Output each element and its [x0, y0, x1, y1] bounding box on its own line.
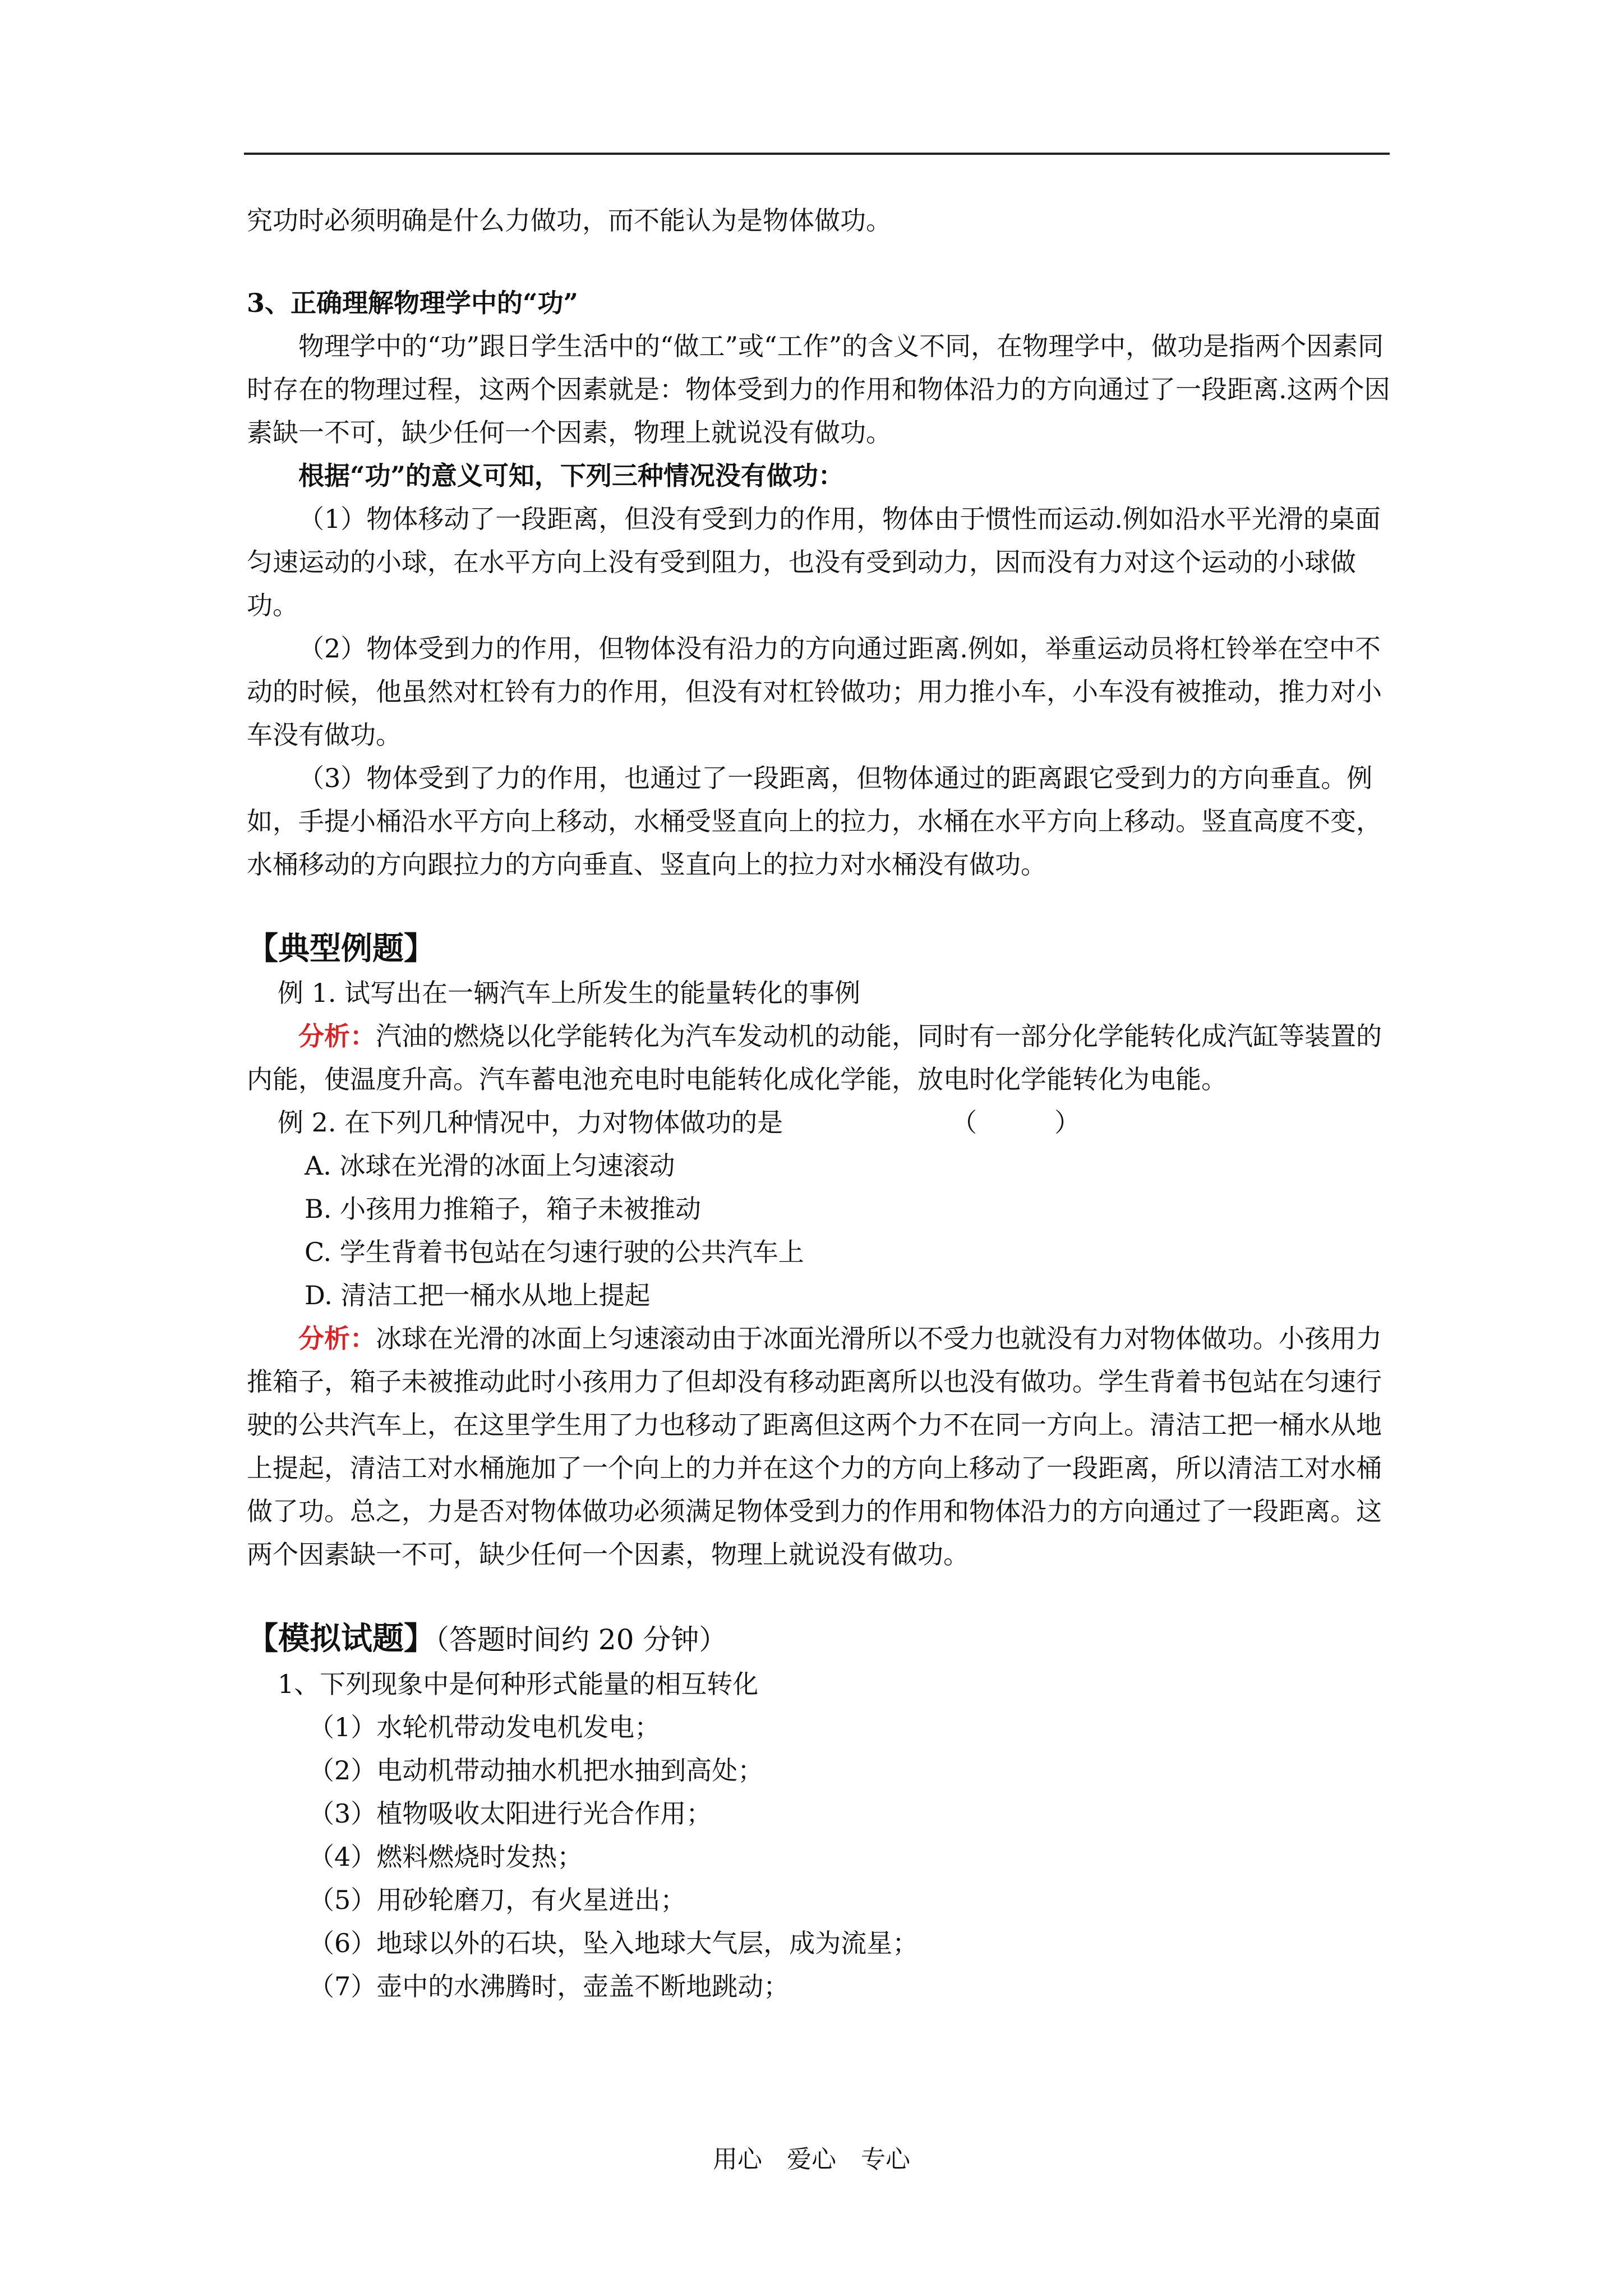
mock-heading: 【模拟试题】 [247, 1620, 435, 1657]
continuation-text: 究功时必须明确是什么力做功，而不能认为是物体做功。 [247, 205, 892, 236]
page-footer: 用心 爱心 专心 [713, 2145, 910, 2174]
case-3: （3）物体受到了力的作用，也通过了一段距离，但物体通过的距离跟它受到力的方向垂直。例如，手提小桶沿水平方向上移动，水桶受竖直向上的拉力，水桶在水平方向上移动。竖直高度不变，水桶移动的方向跟拉力的方向垂直、竖直向上的拉力对水桶没有做功。 [247, 763, 1382, 880]
question-1-item: （6）地球以外的石块，坠入地球大气层，成为流星； [308, 1928, 919, 1958]
question-1-item: （3）植物吸收太阳进行光合作用； [308, 1798, 712, 1829]
section-3-paragraph: 物理学中的“功”跟日学生活中的“做工”或“工作”的含义不同，在物理学中，做功是指两个因素同时存在的物理过程，这两个因素就是：物体受到力的作用和物体沿力的方向通过了一段距离.这两个因素缺一不可，缺少任何一个因素，物理上就说没有做功。 [247, 331, 1390, 448]
question-1-item: （7）壶中的水沸腾时，壶盖不断地跳动； [308, 1971, 790, 2001]
mock-time-note: （答题时间约 20 分钟） [435, 1623, 727, 1656]
question-1: 1、下列现象中是何种形式能量的相互转化 [278, 1669, 759, 1699]
answer-blank: （ ） [951, 1107, 1081, 1138]
question-1-item: （4）燃料燃烧时发热； [308, 1842, 583, 1872]
section-3-lead: 根据“功”的意义可知，下列三种情况没有做功： [298, 461, 844, 491]
example-2-analysis [247, 1317, 1391, 1576]
analysis-text: 汽油的燃烧以化学能转化为汽车发动机的动能，同时有一部分化学能转化成汽缸等装置的内能，使温度升高。汽车蓄电池充电时电能转化成化学能，放电时化学能转化为电能。 [247, 1021, 1382, 1094]
mock-heading-line [247, 1616, 1391, 1663]
analysis-label: 分析： [298, 1323, 376, 1354]
example-1-question: 例 1. 试写出在一辆汽车上所发生的能量转化的事例 [278, 978, 861, 1008]
question-1-item: （1）水轮机带动发电机发电； [308, 1712, 661, 1742]
section-3-title: 3、正确理解物理学中的“功” [247, 288, 578, 318]
analysis-text: 冰球在光滑的冰面上匀速滚动由于冰面光滑所以不受力也就没有力对物体做功。小孩用力推箱子，箱子未被推动此时小孩用力了但却没有移动距离所以也没有做功。学生背着书包站在匀速行驶的公共汽车上，在这里学生用了力也移动了距离但这两个力不在同一方向上。清洁工把一桶水从地上提起，清洁工对水桶施加了一个向上的力并在这个力的方向上移动了一段距离，所以清洁工对水桶做了功。总之，力是否对物体做功必须满足物体受到力的作用和物体沿力的方向通过了一段距离。这两个因素缺一不可，缺少任何一个因素，物理上就说没有做功。 [247, 1323, 1382, 1570]
question-1-item: （2）电动机带动抽水机把水抽到高处； [308, 1755, 764, 1786]
example-2-question: 例 2. 在下列几种情况中，力对物体做功的是 [278, 1107, 783, 1138]
case-2: （2）物体受到力的作用，但物体没有沿力的方向通过距离.例如，举重运动员将杠铃举在空中不动的时候，他虽然对杠铃有力的作用，但没有对杠铃做功；用力推小车，小车没有被推动，推力对小车没有做功。 [247, 633, 1382, 750]
example-1-analysis [247, 1015, 1391, 1101]
option-c: C. 学生背着书包站在匀速行驶的公共汽车上 [305, 1237, 804, 1267]
examples-heading: 【典型例题】 [247, 930, 435, 967]
option-b: B. 小孩用力推箱子，箱子未被推动 [305, 1194, 702, 1224]
document-body [247, 199, 1391, 2008]
case-1: （1）物体移动了一段距离，但没有受到力的作用，物体由于惯性而运动.例如沿水平光滑的桌面匀速运动的小球，在水平方向上没有受到阻力，也没有受到动力，因而没有力对这个运动的小球做功。 [247, 504, 1381, 620]
analysis-label: 分析： [298, 1021, 376, 1051]
example-2-question-line [247, 1101, 1391, 1144]
header-rule [244, 153, 1390, 155]
question-1-item: （5）用砂轮磨刀，有火星迸出； [308, 1885, 686, 1915]
option-d: D. 清洁工把一桶水从地上提起 [305, 1280, 651, 1310]
option-a: A. 冰球在光滑的冰面上匀速滚动 [305, 1151, 675, 1181]
